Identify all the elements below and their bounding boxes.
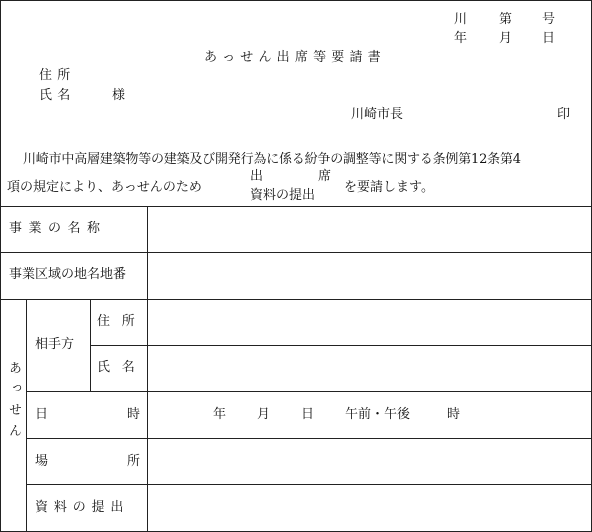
datetime-month: 月 — [257, 407, 271, 422]
materials-label: 資料の提出 — [35, 500, 130, 515]
date-time-label-a: 日 — [35, 407, 49, 422]
counterparty-address-label: 住所 — [97, 314, 147, 329]
mediation-column-border — [26, 299, 27, 531]
counterparty-name-value[interactable] — [148, 346, 591, 391]
document-title: あっせん出席等要請書 — [204, 50, 386, 65]
mediation-label: あっせん — [6, 361, 21, 445]
counterparty-name-label: 氏名 — [97, 360, 147, 375]
request-body-line1: 川崎市中高層建築物等の建築及び開発行為に係る紛争の調整等に関する条例第12条第4 — [23, 152, 521, 167]
date-year: 年 — [454, 31, 468, 46]
materials-value[interactable] — [148, 485, 591, 531]
number-prefix: 川 — [454, 12, 468, 27]
date-day: 日 — [542, 31, 556, 46]
counterparty-column-border — [90, 299, 91, 391]
datetime-day: 日 — [301, 407, 315, 422]
seal-mark: 印 — [557, 107, 571, 122]
date-time-label-b: 時 — [127, 407, 141, 422]
place-label-b: 所 — [127, 454, 141, 469]
issuer-name: 川崎市長 — [351, 107, 404, 122]
request-body-suffix: を要請します。 — [344, 180, 434, 195]
number-dai: 第 — [499, 12, 513, 27]
place-value[interactable] — [148, 439, 591, 484]
recipient-address-label: 住所 — [39, 68, 76, 83]
counterparty-address-value[interactable] — [148, 300, 591, 345]
datetime-hour: 時 — [447, 407, 461, 422]
request-body-line2: 項の規定により、あっせんのため — [7, 180, 202, 195]
option-attend-a: 出 — [250, 169, 264, 184]
option-attend-b: 席 — [318, 169, 332, 184]
counterparty-label: 相手方 — [35, 337, 75, 352]
number-suffix: 号 — [542, 12, 556, 27]
date-month: 月 — [499, 31, 513, 46]
option-submit-materials: 資料の提出 — [250, 188, 316, 203]
details-table — [1, 206, 591, 531]
datetime-year: 年 — [213, 407, 227, 422]
place-label-a: 場 — [35, 454, 49, 469]
project-area-value[interactable] — [148, 253, 591, 299]
project-name-label: 事業の名称 — [9, 221, 107, 236]
row-divider — [26, 391, 591, 392]
recipient-name-label: 氏名 — [39, 88, 76, 103]
project-area-label: 事業区域の地名地番 — [9, 267, 127, 282]
datetime-ampm: 午前・午後 — [345, 407, 411, 422]
project-name-value[interactable] — [148, 207, 591, 252]
recipient-honorific: 様 — [112, 88, 126, 103]
